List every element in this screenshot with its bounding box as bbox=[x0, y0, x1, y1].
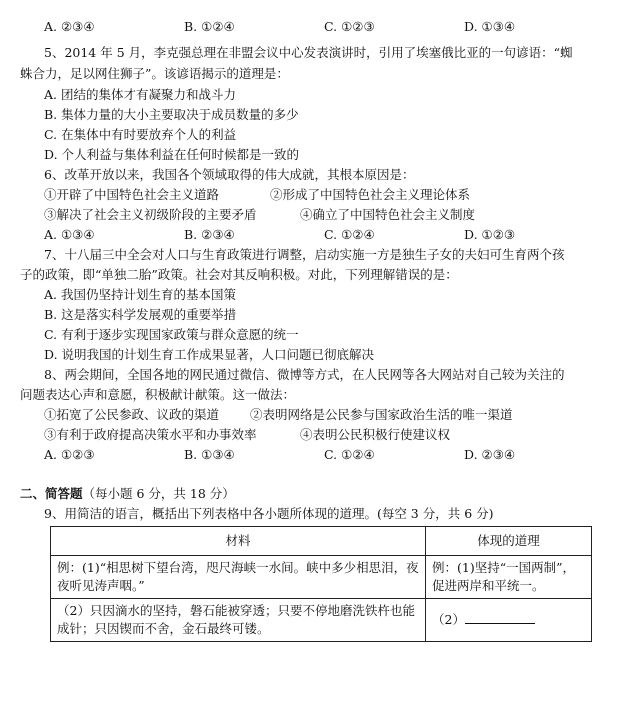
q5-option-b: B. 集体力量的大小主要取决于成员数量的多少 bbox=[44, 107, 299, 122]
row1-material: 例：(1)“相思树下望台湾，咫尺海峡一水间。峡中多少相思泪，夜夜听见涛声咽。” bbox=[51, 556, 426, 599]
q6-option-d: D. ①②③ bbox=[464, 227, 516, 242]
q5-stem-line-2: 蛛合力，足以网住狮子”。该谚语揭示的道理是： bbox=[20, 66, 289, 81]
q7-option-b: B. 这是落实科学发展观的重要举措 bbox=[44, 307, 237, 322]
table-header-row bbox=[51, 527, 592, 556]
q6-option-b: B. ②③④ bbox=[184, 227, 235, 242]
q8-option-c: C. ①②④ bbox=[324, 447, 375, 462]
q5-option-c: C. 在集体中有时要放弃个人的利益 bbox=[44, 127, 237, 142]
q8-option-a: A. ①②③ bbox=[44, 447, 95, 462]
table-header-principle: 体现的道理 bbox=[426, 527, 592, 556]
q7-option-a: A. 我国仍坚持计划生育的基本国策 bbox=[44, 287, 236, 302]
q6-option-c: C. ①②④ bbox=[324, 227, 375, 242]
q6-stem: 6、改革开放以来，我国各个领域取得的伟大成就，其根本原因是： bbox=[44, 167, 415, 182]
row2-answer-prefix: （2） bbox=[432, 612, 465, 627]
q6-statement-1: ①开辟了中国特色社会主义道路 bbox=[44, 187, 220, 202]
q4-option-b: B. ①②④ bbox=[184, 19, 235, 34]
row1-answer: 例：(1)坚持“一国两制”，促进两岸和平统一。 bbox=[426, 556, 592, 599]
table-row bbox=[51, 556, 592, 599]
q6-statement-3: ③解决了社会主义初级阶段的主要矛盾 bbox=[44, 207, 257, 222]
q6-statement-4: ④确立了中国特色社会主义制度 bbox=[300, 207, 476, 222]
q9-prompt: 9、用简洁的语言，概括出下列表格中各小题所体现的道理。(每空 3 分，共 6 分) bbox=[44, 506, 494, 521]
q4-option-c: C. ①②③ bbox=[324, 19, 375, 34]
q8-stem-line-2: 问题表达心声和意愿，积极献计献策。这一做法： bbox=[20, 387, 296, 402]
row2-answer-cell bbox=[426, 599, 592, 642]
q5-stem-line-1: 5、2014 年 5 月，李克强总理在非盟会议中心发表演讲时，引用了埃塞俄比亚的一句谚语：“蜘 bbox=[44, 45, 573, 60]
table-row bbox=[51, 599, 592, 642]
q8-stem-line-1: 8、两会期间，全国各地的网民通过微信、微博等方式，在人民网等各大网站对自己较为关注的 bbox=[44, 367, 565, 382]
table-header-material: 材料 bbox=[51, 527, 426, 556]
q5-option-d: D. 个人利益与集体利益在任何时候都是一致的 bbox=[44, 147, 300, 162]
q8-option-b: B. ①③④ bbox=[184, 447, 235, 462]
q7-option-c: C. 有利于逐步实现国家政策与群众意愿的统一 bbox=[44, 327, 299, 342]
section-2-title: 二、简答题 bbox=[20, 486, 83, 501]
section-2-note: （每小题 6 分，共 18 分） bbox=[82, 486, 235, 501]
q8-statement-1: ①拓宽了公民参政、议政的渠道 bbox=[44, 407, 220, 422]
q7-stem-line-2: 子的政策，即“单独二胎”政策。社会对其反响积极。对此，下列理解错误的是： bbox=[20, 267, 458, 282]
q7-stem-line-1: 7、十八届三中全会对人口与生育政策进行调整，启动实施一方是独生子女的夫妇可生育两个孩 bbox=[44, 247, 565, 262]
row2-material: （2）只因滴水的坚持，磐石能被穿透；只要不停地磨洗铁杵也能成针；只因锲而不舍，金石最终可镂。 bbox=[51, 599, 426, 642]
q4-option-a: A. ②③④ bbox=[44, 19, 95, 34]
q8-statement-4: ④表明公民积极行使建议权 bbox=[300, 427, 451, 442]
section-2-heading bbox=[20, 486, 235, 502]
q8-statement-3: ③有利于政府提高决策水平和办事效率 bbox=[44, 427, 257, 442]
q5-option-a: A. 团结的集体才有凝聚力和战斗力 bbox=[44, 87, 236, 102]
q9-table bbox=[50, 526, 592, 642]
answer-blank[interactable] bbox=[465, 611, 535, 624]
q8-option-d: D. ②③④ bbox=[464, 447, 516, 462]
q8-statement-2: ②表明网络是公民参与国家政治生活的唯一渠道 bbox=[250, 407, 513, 422]
q4-option-d: D. ①③④ bbox=[464, 19, 516, 34]
q6-option-a: A. ①③④ bbox=[44, 227, 95, 242]
q7-option-d: D. 说明我国的计划生育工作成果显著，人口问题已彻底解决 bbox=[44, 347, 375, 362]
q6-statement-2: ②形成了中国特色社会主义理论体系 bbox=[270, 187, 471, 202]
